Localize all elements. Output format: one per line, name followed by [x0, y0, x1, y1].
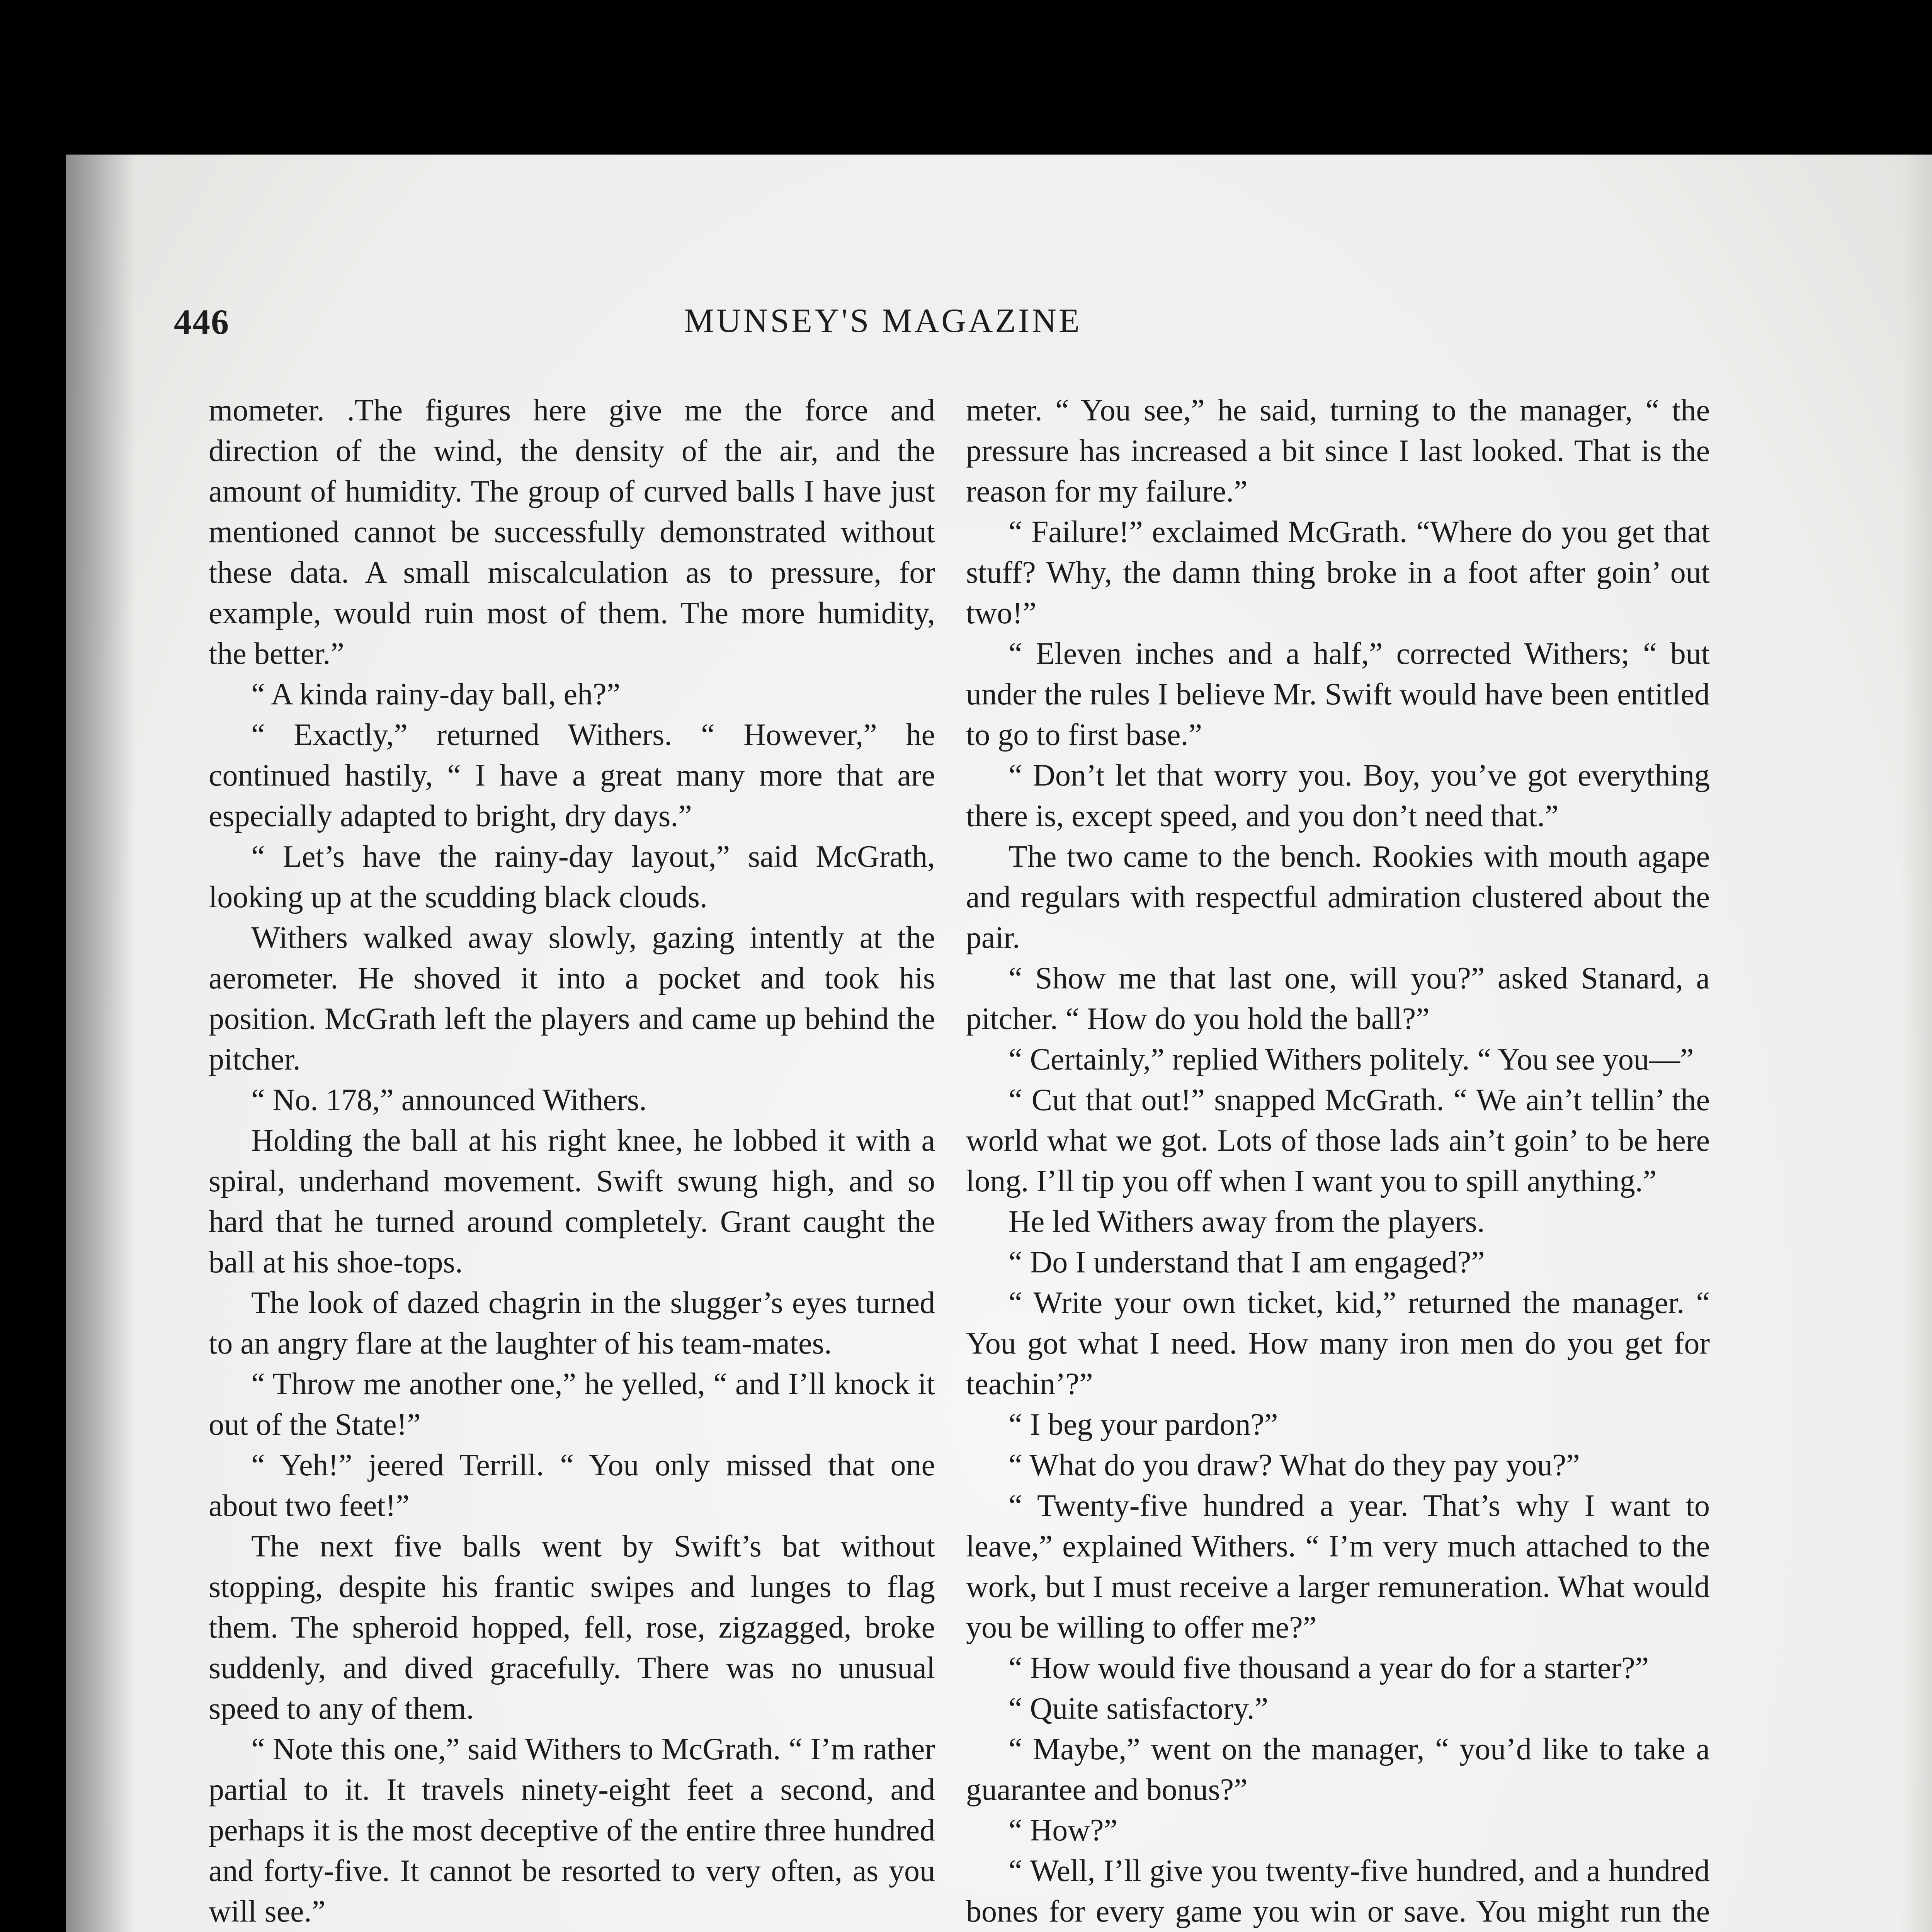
paragraph: “ How would five thousand a year do for a starter?” — [1009, 1651, 1649, 1685]
paragraph: “ I beg your pardon?” — [1009, 1408, 1278, 1442]
paragraph: Holding the ball at his right knee, he lobbed it with a spiral, underhand movement. Swift swung high, and so hard that he turned around completely. Grant caught the ball at his shoe-tops. — [209, 1124, 935, 1279]
paragraph: mometer. .The figures here give me the force and direction of the wind, the density of the air, and the amount of humidity. The group of curved balls I have just mentioned cannot be successfully demonstrated without these data. A small miscalculation as to pressure, for example, would ruin most of them. The more humidity, the better.” — [209, 393, 935, 671]
page-header — [151, 301, 1712, 355]
paragraph: He led Withers away from the players. — [1009, 1205, 1485, 1239]
paragraph: “ Don’t let that worry you. Boy, you’ve got everything there is, except speed, and you don’t need that.” — [966, 759, 1710, 833]
paragraph: “ Quite satisfactory.” — [1009, 1692, 1269, 1726]
paragraph: “ Show me that last one, will you?” asked Stanard, a pitcher. “ How do you hold the ball?” — [966, 961, 1710, 1036]
paragraph: Withers walked away slowly, gazing intently at the aerometer. He shoved it into a pocket and took his position. McGrath left the players and came up behind the pitcher. — [209, 921, 935, 1077]
page-number: 446 — [174, 302, 230, 342]
paragraph: “ Yeh!” jeered Terrill. “ You only missed that one about two feet!” — [209, 1448, 935, 1523]
gutter-shadow — [66, 155, 135, 1932]
running-head: MUNSEY'S MAGAZINE — [684, 302, 1082, 340]
paragraph: “ No. 178,” announced Withers. — [251, 1083, 647, 1117]
paragraph: “ A kinda rainy-day ball, eh?” — [251, 677, 621, 711]
paragraph: “ Note this one,” said Withers to McGrath. “ I’m rather partial to it. It travels ninety-eight feet a second, and perhaps it is the most deceptive of the entire three hundred and forty-five. It cannot be resorted to very often, as you will see.” — [209, 1732, 935, 1929]
paragraph: The two came to the bench. Rookies with mouth agape and regulars with respectful admiration clustered about the pair. — [966, 840, 1710, 955]
paragraph: “ Write your own ticket, kid,” returned the manager. “ You got what I need. How many iron men do you get for teachin’?” — [966, 1286, 1710, 1401]
paragraph: The look of dazed chagrin in the slugger’s eyes turned to an angry flare at the laughter of his team-mates. — [209, 1286, 935, 1361]
page-edge-shadow — [1901, 155, 1932, 1932]
paragraph: “ Throw me another one,” he yelled, “ and I’ll knock it out of the State!” — [209, 1367, 935, 1442]
paragraph: “ Exactly,” returned Withers. “ However,” he continued hastily, “ I have a great many more that are especially adapted to bright, dry days.” — [209, 718, 935, 833]
paragraph: meter. “ You see,” he said, turning to the manager, “ the pressure has increased a bit since I last looked. That is the reason for my failure.” — [966, 393, 1710, 509]
paragraph: “ Well, I’ll give you twenty-five hundred, and a hundred bones for every game you win or save. You might run the — [966, 1854, 1710, 1929]
paragraph: “ Twenty-five hundred a year. That’s why I want to leave,” explained Withers. “ I’m very much attached to the work, but I must receive a larger remuneration. What would you be willing to offer me?” — [966, 1489, 1710, 1645]
right-column — [966, 390, 1710, 1932]
left-column — [209, 390, 935, 1932]
paragraph: “ Certainly,” replied Withers politely. “ You see you—” — [1009, 1043, 1694, 1077]
paragraph: “ Let’s have the rainy-day layout,” said McGrath, looking up at the scudding black clouds. — [209, 840, 935, 914]
paragraph: “ Eleven inches and a half,” corrected Withers; “ but under the rules I believe Mr. Swift would have been entitled to go to first base.” — [966, 637, 1710, 752]
paragraph: “ How?” — [1009, 1813, 1118, 1847]
paragraph: “ Maybe,” went on the manager, “ you’d like to take a guarantee and bonus?” — [966, 1732, 1710, 1807]
paragraph: “ What do you draw? What do they pay you?” — [1009, 1448, 1580, 1482]
paragraph: The next five balls went by Swift’s bat without stopping, despite his frantic swipes and lunges to flag them. The spheroid hopped, fell, rose, zigzagged, broke suddenly, and dived gracefully. There was no unusual speed to any of them. — [209, 1529, 935, 1726]
paragraph: “ Do I understand that I am engaged?” — [1009, 1245, 1485, 1279]
paragraph: “ Failure!” exclaimed McGrath. “Where do you get that stuff? Why, the damn thing broke in a foot after goin’ out two!” — [966, 515, 1710, 630]
paragraph: “ Cut that out!” snapped McGrath. “ We ain’t tellin’ the world what we got. Lots of those lads ain’t goin’ to be here long. I’ll tip you off when I want you to spill anything.” — [966, 1083, 1710, 1198]
